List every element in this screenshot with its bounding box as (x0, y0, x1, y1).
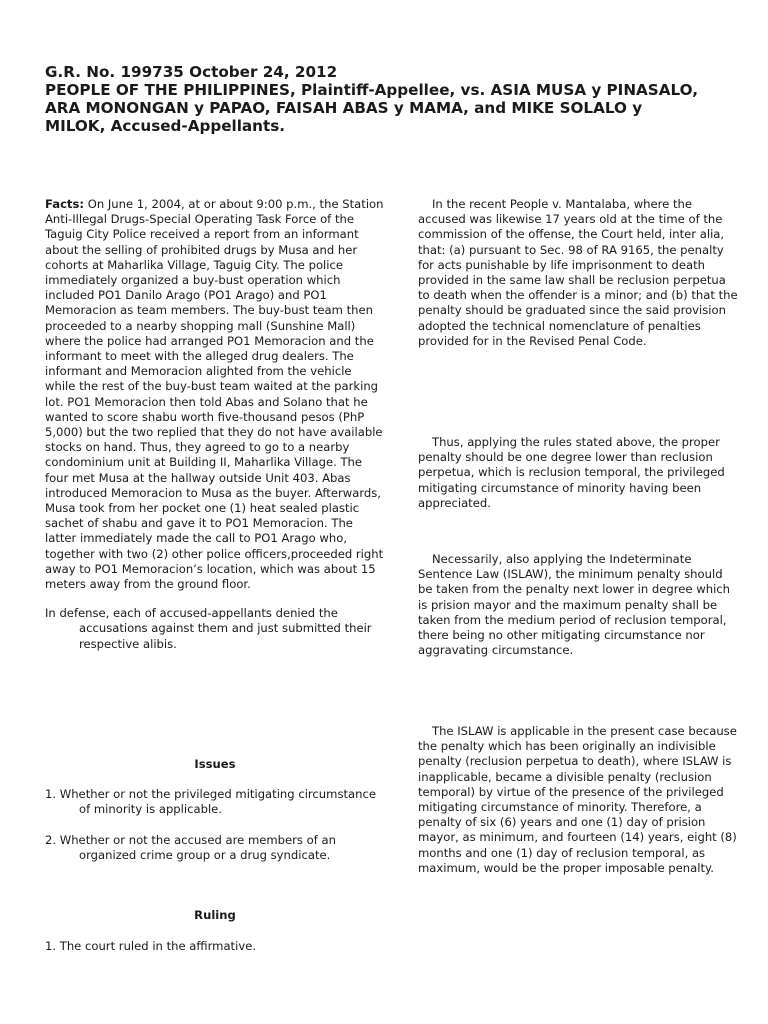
right-paragraph-4: The ISLAW is applicable in the present case because the penalty which has been originally an indivisible penalty (reclusion perpetua to death), where ISLAW is inapplicable, became a divisible penalty (reclusion temporal) by virtue of the presence of the privileged mitigating circumstance of minority. Therefore, a penalty of six (6) years and one (1) day of prision mayor, as minimum, and fourteen (14) years, eight (8) months and one (1) day of reclusion temporal, as maximum, would be the proper imposable penalty. (418, 724, 737, 875)
document-title (45, 63, 735, 135)
case-title-line-1: PEOPLE OF THE PHILIPPINES, Plaintiff-Appellee, vs. ASIA MUSA y PINASALO, (45, 81, 698, 99)
ruling-heading: Ruling (194, 908, 236, 922)
facts-text: On June 1, 2004, at or about 9:00 p.m., the Station Anti-Illegal Drugs-Special Operating Task Force of the Taguig City Police received a report from an informant about the selling of prohibited drugs by Musa and her cohorts at Maharlika Village, Taguig City. The police immediately organized a buy-bust operation which included PO1 Danilo Arago (PO1 Arago) and PO1 Memoracion as team members. The buy-bust team then proceeded to a nearby shopping mall (Sunshine Mall) where the police had arranged PO1 Memoracion and the informant to meet with the alleged drug dealers. The informant and Memoracion alighted from the vehicle while the rest of the buy-bust team waited at the parking lot. PO1 Memoracion then told Abas and Solano that he wanted to score shabu worth five-thousand pesos (PhP 5,000) but the two replied that they do not have available stocks on hand. Thus, they agreed to go to a nearby condominium unit at Building II, Maharlika Village. The four met Musa at the hallway outside Unit 403. Abas introduced Memoracion to Musa as the buyer. Afterwards, Musa took from her pocket one (1) heat sealed plastic sachet of shabu and gave it to PO1 Memoracion. The latter immediately made the call to PO1 Arago who, together with two (2) other police officers,proceeded right away to PO1 Memoracion’s location, which was about 15 meters away from the ground floor. (45, 197, 384, 592)
facts-label: Facts: (45, 197, 85, 211)
issue-item-2: 2. Whether or not the accused are members of an organized crime group or a drug syndicate. (45, 833, 336, 863)
right-paragraph-2: Thus, applying the rules stated above, the proper penalty should be one degree lower than reclusion perpetua, which is reclusion temporal, the privileged mitigating circumstance of minority having been appreciated. (418, 435, 725, 510)
issues-heading: Issues (194, 757, 236, 771)
facts-paragraph (45, 197, 385, 592)
right-paragraph-1: In the recent People v. Mantalaba, where the accused was likewise 17 years old at the time of the commission of the offense, the Court held, inter alia, that: (a) pursuant to Sec. 98 of RA 9165, the penalty for acts punishable by life imprisonment to death provided in the same law shall be reclusion perpetua to death when the offender is a minor; and (b) that the penalty should be graduated since the said provision adopted the technical nomenclature of penalties provided for in the Revised Penal Code. (418, 197, 738, 348)
issue-item-1: 1. Whether or not the privileged mitigating circumstance of minority is applicable. (45, 787, 376, 817)
case-title-line-2: ARA MONONGAN y PAPAO, FAISAH ABAS y MAMA, and MIKE SOLALO y (45, 99, 643, 117)
case-title-line-3: MILOK, Accused-Appellants. (45, 117, 286, 135)
left-column (45, 197, 385, 953)
case-number-line: G.R. No. 199735 October 24, 2012 (45, 63, 338, 81)
right-paragraph-3: Necessarily, also applying the Indeterminate Sentence Law (ISLAW), the minimum penalty should be taken from the penalty next lower in degree which is prision mayor and the maximum penalty shall be taken from the medium period of reclusion temporal, there being no other mitigating circumstance nor aggravating circumstance. (418, 552, 731, 658)
ruling-item-1: 1. The court ruled in the affirmative. (45, 939, 257, 953)
defense-paragraph: In defense, each of accused-appellants denied the accusations against them and just submitted their respective alibis. (45, 606, 372, 651)
